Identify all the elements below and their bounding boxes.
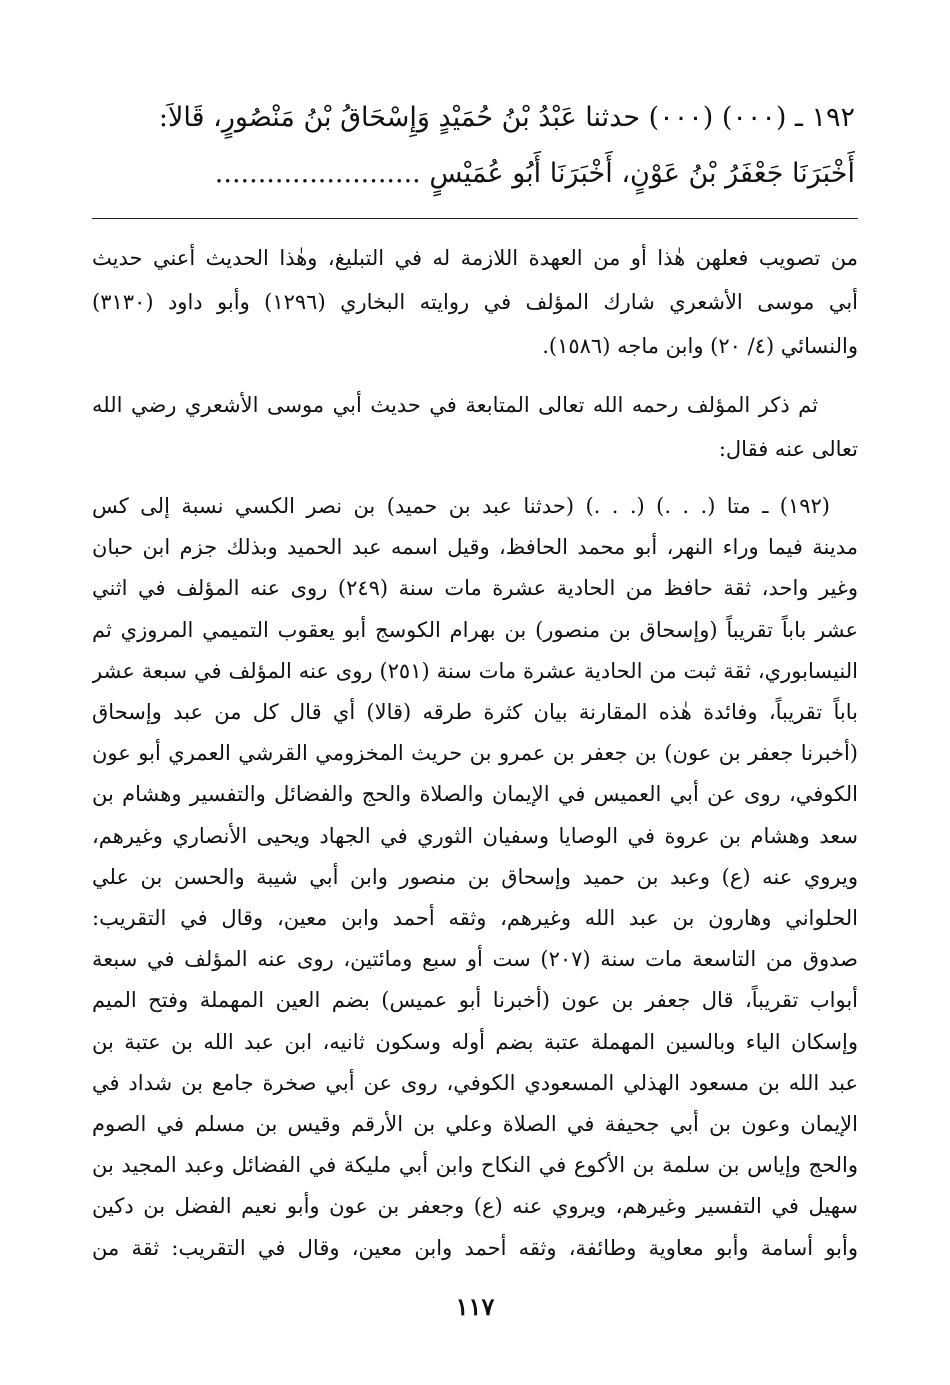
intro-paragraph bbox=[92, 383, 858, 471]
commentary-line: أبواب تقريباً، قال جعفر بن عون (أخبرنا أبو عميس) بضم العين المهملة وفتح الميم bbox=[92, 988, 858, 1013]
commentary-line: سهيل في التفسير وغيرهم، ويروي عنه (ع) وجعفر بن عون وأبو نعيم الفضل بن دكين bbox=[92, 1194, 858, 1219]
separator-rule bbox=[92, 218, 858, 219]
intro-line: ثم ذكر المؤلف رحمه الله تعالى المتابعة في حديث أبي موسى الأشعري رضي الله bbox=[92, 393, 818, 417]
commentary-line: أبي موسى الأشعري شارك المؤلف في روايته البخاري (١٢٩٦) وأبو داود (٣١٣٠) bbox=[92, 290, 858, 314]
commentary-line: باباً تقريباً، وفائدة هٰذه المقارنة بيان كثرة طرقه (قالا) أي قال كل من عبد وإسحاق bbox=[92, 700, 858, 725]
hadith-line: ١٩٢ ـ (٠٠٠) (٠٠٠) حدثنا عَبْدُ بْنُ حُمَيْدٍ وَإِسْحَاقُ بْنُ مَنْصُورٍ، قَالاَ: bbox=[158, 102, 855, 133]
commentary-line: (١٩٢) ـ متا (. . .) (. . .) (حدثنا عبد بن حميد) بن نصر الكسي نسبة إلى كس bbox=[92, 494, 830, 518]
intro-line: تعالى عنه فقال: bbox=[718, 437, 858, 461]
commentary-line: عشر باباً تقريباً (وإسحاق بن منصور) بن بهرام الكوسج أبو يعقوب التميمي المروزي ثم bbox=[92, 617, 858, 642]
hadith-text bbox=[90, 90, 855, 202]
commentary-line: عبد الله بن مسعود الهذلي المسعودي الكوفي، روى عن أبي صخرة جامع بن شداد في bbox=[92, 1070, 858, 1095]
commentary-line: الحلواني وهارون بن عبد الله وغيرهم، وثقه أحمد وابن معين، وقال في التقريب: bbox=[92, 906, 858, 931]
commentary-line: وأبو أسامة وأبو معاوية وطائفة، وثقه أحمد وابن معين، وقال في التقريب: ثقة من bbox=[92, 1235, 858, 1260]
commentary-line: الكوفي، روى عن أبي العميس في الإيمان والصلاة والحج والفضائل والتفسير وهشام بن bbox=[92, 782, 858, 807]
commentary-line: النيسابوري، ثقة ثبت من الحادية عشرة مات سنة (٢٥١) روى عنه المؤلف في سبعة عشر bbox=[92, 658, 858, 683]
commentary-line: صدوق من التاسعة مات سنة (٢٠٧) ست أو سبع ومائتين، روى عنه المؤلف في سبعة bbox=[92, 947, 858, 972]
page-number: ١١٧ bbox=[455, 1292, 495, 1321]
commentary-line: وإسكان الياء وبالسين المهملة عتبة بضم أوله وسكون ثانيه، ابن عبد الله بن عتبة بن bbox=[92, 1029, 858, 1054]
commentary-line: سعد وهشام بن عروة في الوصايا وسفيان الثوري في الجهاد ويحيى الأنصاري وغيرهم، bbox=[92, 823, 858, 848]
commentary-line: وغير واحد، ثقة حافظ من الحادية عشرة مات سنة (٢٤٩) روى عنه المؤلف في اثني bbox=[92, 576, 858, 601]
main-commentary bbox=[92, 486, 858, 1269]
commentary-line: والنسائي (٤/ ٢٠) وابن ماجه (١٥٨٦). bbox=[542, 334, 858, 358]
hadith-line: أَخْبَرَنَا جَعْفَرُ بْنُ عَوْنٍ، أَخْبَرَنَا أَبُو عُمَيْسٍ ........................ bbox=[214, 158, 855, 189]
commentary-line: (أخبرنا جعفر بن عون) بن جعفر بن عمرو بن حريث المخزومي القرشي العمري أبو عون bbox=[92, 741, 858, 766]
commentary-line: من تصويب فعلهن هٰذا أو من العهدة اللازمة له في التبليغ، وهٰذا الحديث أعني حديث bbox=[92, 246, 858, 270]
previous-commentary bbox=[92, 236, 858, 368]
commentary-line: والحج وإياس بن سلمة بن الأكوع في النكاح وابن أبي مليكة في الفضائل وعبد المجيد بن bbox=[92, 1153, 858, 1178]
commentary-line: مدينة فيما وراء النهر، أبو محمد الحافظ، وقيل اسمه عبد الحميد وبذلك جزم ابن حبان bbox=[92, 535, 858, 560]
commentary-line: الإيمان وعون بن أبي جحيفة في الصلاة وعلي بن الأرقم وقيس بن مسلم في الصوم bbox=[92, 1112, 858, 1137]
commentary-line: ويروي عنه (ع) وعبد بن حميد وإسحاق بن منصور وابن أبي شيبة والحسن بن علي bbox=[92, 864, 858, 889]
